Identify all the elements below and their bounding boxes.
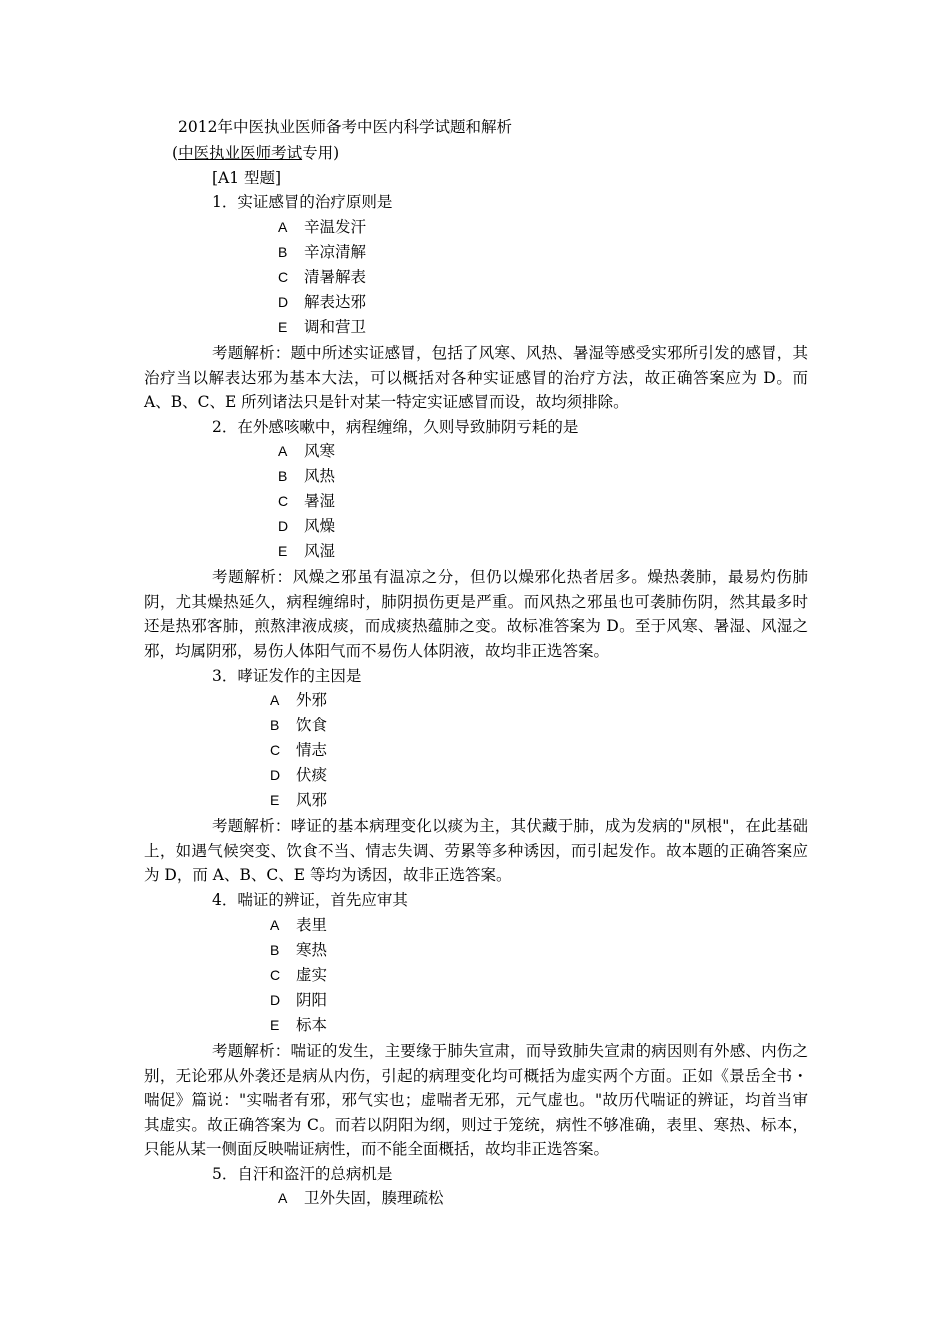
option-text: 风寒 [304,442,336,460]
option-letter: D [278,294,289,310]
answer-analysis: 考题解析：喘证的发生，主要缘于肺失宣肃，而导致肺失宣肃的病因则有外感、内伤之别，无论邪从外袭还是病从内伤，引起的病理变化均可概括为虚实两个方面。正如《景岳全书・喘促》篇说："实喘者有邪，邪气实也；虚喘者无邪，元气虚也。"故历代喘证的辨证，均首当审其虚实。故正确答案为 C。而若以阴阳为纲，则过于笼统，病性不够准确，表里、寒热、标本，只能从某一侧面反映喘证病性，而不能全面概括，故均非正选答案。 [144,1042,808,1158]
option-text: 阴阳 [296,991,328,1009]
question-option [278,242,366,262]
option-letter: B [278,468,288,484]
option-letter: C [278,269,289,285]
option-text: 风邪 [296,791,328,809]
option-letter: A [270,692,280,708]
question-option [278,292,366,312]
question-option [270,990,327,1010]
question-option [278,541,335,561]
question-stem: 5．自汗和盗汗的总病机是 [212,1165,393,1183]
option-text: 饮食 [296,716,328,734]
option-letter: D [278,518,289,534]
subtitle-link[interactable]: 中医执业医师考试 [178,144,303,162]
question-stem: 2．在外感咳嗽中，病程缠绵，久则导致肺阴亏耗的是 [212,418,579,436]
document-title: 2012年中医执业医师备考中医内科学试题和解析 [178,118,512,136]
question-option [278,267,366,287]
question-option [278,491,335,511]
question-option [270,740,327,760]
subtitle-suffix: 专用) [302,144,340,162]
option-letter: A [278,1190,288,1206]
question-option [270,715,327,735]
question-option [278,516,335,536]
option-text: 伏痰 [296,766,328,784]
option-letter: E [278,543,288,559]
question-stem: 1．实证感冒的治疗原则是 [212,193,393,211]
answer-analysis: 考题解析：题中所述实证感冒，包括了风寒、风热、暑湿等感受实邪所引发的感冒，其治疗当以解表达邪为基本大法，可以概括对各种实证感冒的治疗方法，故正确答案应为 D。而 A、B、C、E 所列诸法只是针对某一特定实证感冒而设，故均须排除。 [144,344,808,411]
question-option [270,690,327,710]
option-letter: C [270,967,281,983]
option-text: 风热 [304,467,336,485]
option-text: 卫外失固，腠理疏松 [304,1189,444,1207]
option-letter: C [270,742,281,758]
option-letter: B [270,942,280,958]
document-subtitle [172,143,339,163]
option-text: 清暑解表 [304,268,367,286]
question-option [270,915,327,935]
question-option [278,317,366,337]
question-stem: 4．喘证的辨证，首先应审其 [212,891,408,909]
question-option [278,466,335,486]
option-letter: E [278,319,288,335]
answer-analysis: 考题解析：风燥之邪虽有温凉之分，但仍以燥邪化热者居多。燥热袭肺，最易灼伤肺阴，尤其燥热延久，病程缠绵时，肺阴损伤更是严重。而风热之邪虽也可袭肺伤阴，然其最多时还是热邪客肺，煎熬津液成痰，而成痰热蕴肺之变。故标准答案为 D。至于风寒、暑湿、风湿之邪，均属阴邪，易伤人体阳气而不易伤人体阴液，故均非正选答案。 [144,568,808,660]
option-text: 表里 [296,916,328,934]
option-text: 寒热 [296,941,328,959]
option-text: 标本 [296,1016,328,1034]
section-type-heading: [A1 型题] [212,169,282,187]
question-stem: 3．哮证发作的主因是 [212,667,362,685]
question-option [270,1015,327,1035]
option-text: 解表达邪 [304,293,367,311]
option-letter: A [278,443,288,459]
option-text: 暑湿 [304,492,336,510]
question-option [270,940,327,960]
option-letter: B [270,717,280,733]
question-option [270,765,327,785]
option-letter: A [278,219,288,235]
option-letter: A [270,917,280,933]
answer-analysis: 考题解析：哮证的基本病理变化以痰为主，其伏藏于肺，成为发病的"夙根"，在此基础上，如遇气候突变、饮食不当、情志失调、劳累等多种诱因，而引起发作。故本题的正确答案应为 D，而 A、B、C、E 等均为诱因，故非正选答案。 [144,817,808,884]
option-letter: D [270,767,281,783]
option-letter: E [270,792,280,808]
option-letter: B [278,244,288,260]
subtitle-prefix: ( [172,144,179,162]
option-text: 风湿 [304,542,336,560]
option-text: 辛温发汗 [304,218,367,236]
option-text: 风燥 [304,517,336,535]
option-text: 情志 [296,741,328,759]
option-text: 虚实 [296,966,328,984]
option-text: 调和营卫 [304,318,367,336]
option-letter: D [270,992,281,1008]
question-option [270,965,327,985]
question-option [270,790,327,810]
question-option [278,217,366,237]
option-letter: E [270,1017,280,1033]
option-text: 辛凉清解 [304,243,367,261]
question-option [278,1188,444,1208]
option-letter: C [278,493,289,509]
question-option [278,441,335,461]
option-text: 外邪 [296,691,328,709]
